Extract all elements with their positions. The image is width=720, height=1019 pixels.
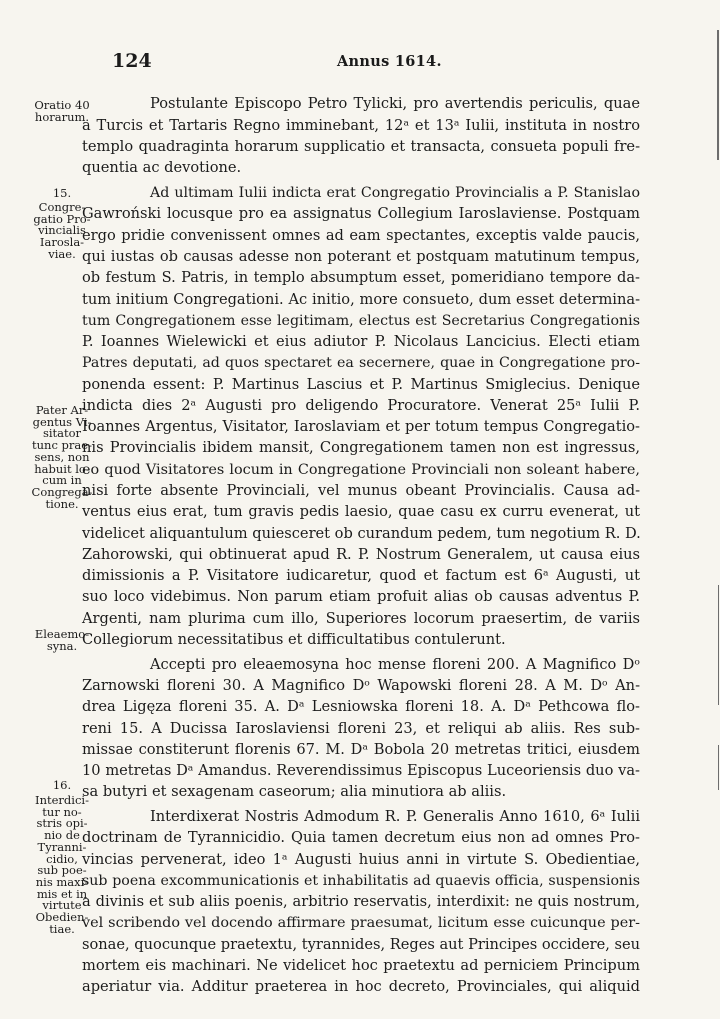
- margin-note-congregatio: Congre- gatio Pro- vincialis Iarosla- viae.: [33, 200, 91, 261]
- text-line: indicta dies 2ᵃ Augusti pro deligendo Procuratore. Venerat 25ᵃ Iulii P.: [82, 397, 640, 414]
- text-line: Gawroński locusque pro ea assignatus Collegium Iaroslaviense. Postquam: [82, 205, 640, 222]
- text-line: suo loco videbimus. Non parum etiam profuit alias ob causas adventus P.: [82, 588, 640, 605]
- text-line: Accepti pro eleaemosyna hoc mense floreni 200. A Magnifico Dᵒ: [150, 656, 640, 673]
- text-line: ponenda essent: P. Martinus Lascius et P. Martinus Smiglecius. Denique: [82, 376, 640, 393]
- text-line: mortem eis machinari. Ne videlicet hoc praetextu ad perniciem Principum: [82, 957, 640, 974]
- text-line: ventus eius erat, tum gravis pedis laesio, quae casu ex curru evenerat, ut: [82, 503, 640, 520]
- text-line: tum Congregationem esse legitimam, electus est Secretarius Congregationis: [82, 313, 640, 329]
- text-line: Collegiorum necessitatibus et difficultatibus contulerunt.: [82, 631, 506, 648]
- text-line: doctrinam de Tyrannicidio. Quia tamen decretum eius non ad omnes Pro-: [82, 829, 640, 846]
- text-line: ergo pridie convenissent omnes ad eam spectantes, exceptis valde paucis,: [82, 227, 640, 244]
- text-line: a Turcis et Tartaris Regno imminebant, 12ᵃ et 13ᵃ Iulii, instituta in nostro: [82, 117, 640, 134]
- page-number: 124: [112, 50, 152, 72]
- margin-note-section-15: 15.: [52, 186, 72, 200]
- scan-edge-mark: [718, 745, 719, 790]
- text-line: qui iustas ob causas adesse non poterant et postquam matutinum tempus,: [82, 248, 640, 265]
- text-line: Argenti, nam plurima cum illo, Superiores locorum praesertim, de variis: [82, 610, 640, 627]
- text-line: Ad ultimam Iulii indicta erat Congregatio Provincialis a P. Stanislao: [150, 185, 640, 201]
- margin-note-interdicitur: Interdici- tur no- stris opi- nio de Tyranni- cidio, sub poe- nis maxi- mis et in virtute Obedien- tiae.: [35, 793, 89, 936]
- text-line: Postulante Episcopo Petro Tylicki, pro avertendis periculis, quae: [150, 95, 640, 112]
- page-header: [0, 50, 720, 72]
- text-line: templo quadraginta horarum supplicatio et transacta, consueta populi fre-: [82, 138, 640, 155]
- margin-note-oratio: Oratio 40 horarum.: [34, 98, 90, 124]
- text-line: a divinis et sub aliis poenis, arbitrio reservatis, interdixit: ne quis nostrum,: [82, 893, 640, 910]
- text-line: vel scribendo vel docendo affirmare praesumat, licitum esse cuicunque per-: [82, 915, 640, 931]
- text-line: aperiatur via. Additur praeterea in hoc decreto, Provinciales, qui aliquid: [82, 978, 640, 995]
- text-line: sa butyri et sexagenam caseorum; alia minutiora ab aliis.: [82, 783, 507, 800]
- text-line: tum initium Congregationi. Ac initio, more consueto, dum esset determina-: [82, 291, 640, 308]
- text-line: quentia ac devotione.: [82, 159, 242, 176]
- text-line: ob festum S. Patris, in templo absumptum esset, pomeridiano tempore da-: [82, 269, 640, 286]
- text-line: drea Ligęza floreni 35. A. Dᵃ Lesniowska floreni 18. A. Dᵃ Pethcowa flo-: [82, 698, 640, 715]
- text-line: Interdixerat Nostris Admodum R. P. Generalis Anno 1610, 6ᵃ Iulii: [150, 808, 640, 825]
- text-line: sonae, quocunque praetextu, tyrannides, Reges aut Principes occidere, seu: [82, 936, 641, 953]
- margin-note-eleaemosyna: Eleaemo- syna.: [34, 627, 90, 653]
- text-line: nisi forte absente Provinciali, vel munus obeant Provincialis. Causa ad-: [82, 482, 640, 499]
- running-title: Annus 1614.: [337, 53, 442, 70]
- text-line: sub poena excommunicationis et inhabilitatis ad quaevis officia, suspensionis: [82, 873, 640, 889]
- scan-edge-mark: [718, 585, 719, 705]
- text-line: missae constiterunt florenis 67. M. Dᵃ Bobola 20 metretas tritici, eiusdem: [82, 741, 640, 758]
- text-line: 10 metretas Dᵃ Amandus. Reverendissimus Episcopus Luceoriensis duo va-: [82, 762, 640, 779]
- margin-note-section-16: 16.: [52, 778, 72, 792]
- text-line: Ioannes Argentus, Visitator, Iaroslaviam et per totum tempus Congregatio-: [82, 418, 640, 435]
- text-line: Zahorowski, qui obtinuerat apud R. P. Nostrum Generalem, ut causa eius: [82, 546, 640, 563]
- text-line: reni 15. A Ducissa Iaroslaviensi floreni 23, et reliqui ab aliis. Res sub-: [82, 720, 640, 737]
- scan-edge-mark: [717, 30, 719, 160]
- text-line: eo quod Visitatores locum in Congregatione Provinciali non soleant habere,: [82, 462, 640, 478]
- text-line: Patres deputati, ad quos spectaret ea secernere, quae in Congregatione pro-: [82, 355, 640, 371]
- text-line: dimissionis a P. Visitatore iudicaretur, quod et factum est 6ᵃ Augusti, ut: [82, 567, 640, 584]
- margin-note-pater-argentus: Pater Ar- gentus Vi- sitator tunc prae- sens, non habuit lo- cum in Congrega- tione.: [31, 403, 93, 511]
- text-line: nis Provincialis ibidem mansit, Congregationem tamen non est ingressus,: [82, 439, 640, 456]
- text-line: videlicet aliquantulum quiesceret ob curandum pedem, tum negotium R. D.: [82, 525, 641, 542]
- text-line: vincias pervenerat, ideo 1ᵃ Augusti huius anni in virtute S. Obedientiae,: [82, 851, 640, 868]
- text-line: Zarnowski floreni 30. A Magnifico Dᵒ Wapowski floreni 28. A M. Dᵒ An-: [82, 677, 640, 694]
- text-line: P. Ioannes Wielewicki et eius adiutor P. Nicolaus Lancicius. Electi etiam: [82, 333, 640, 350]
